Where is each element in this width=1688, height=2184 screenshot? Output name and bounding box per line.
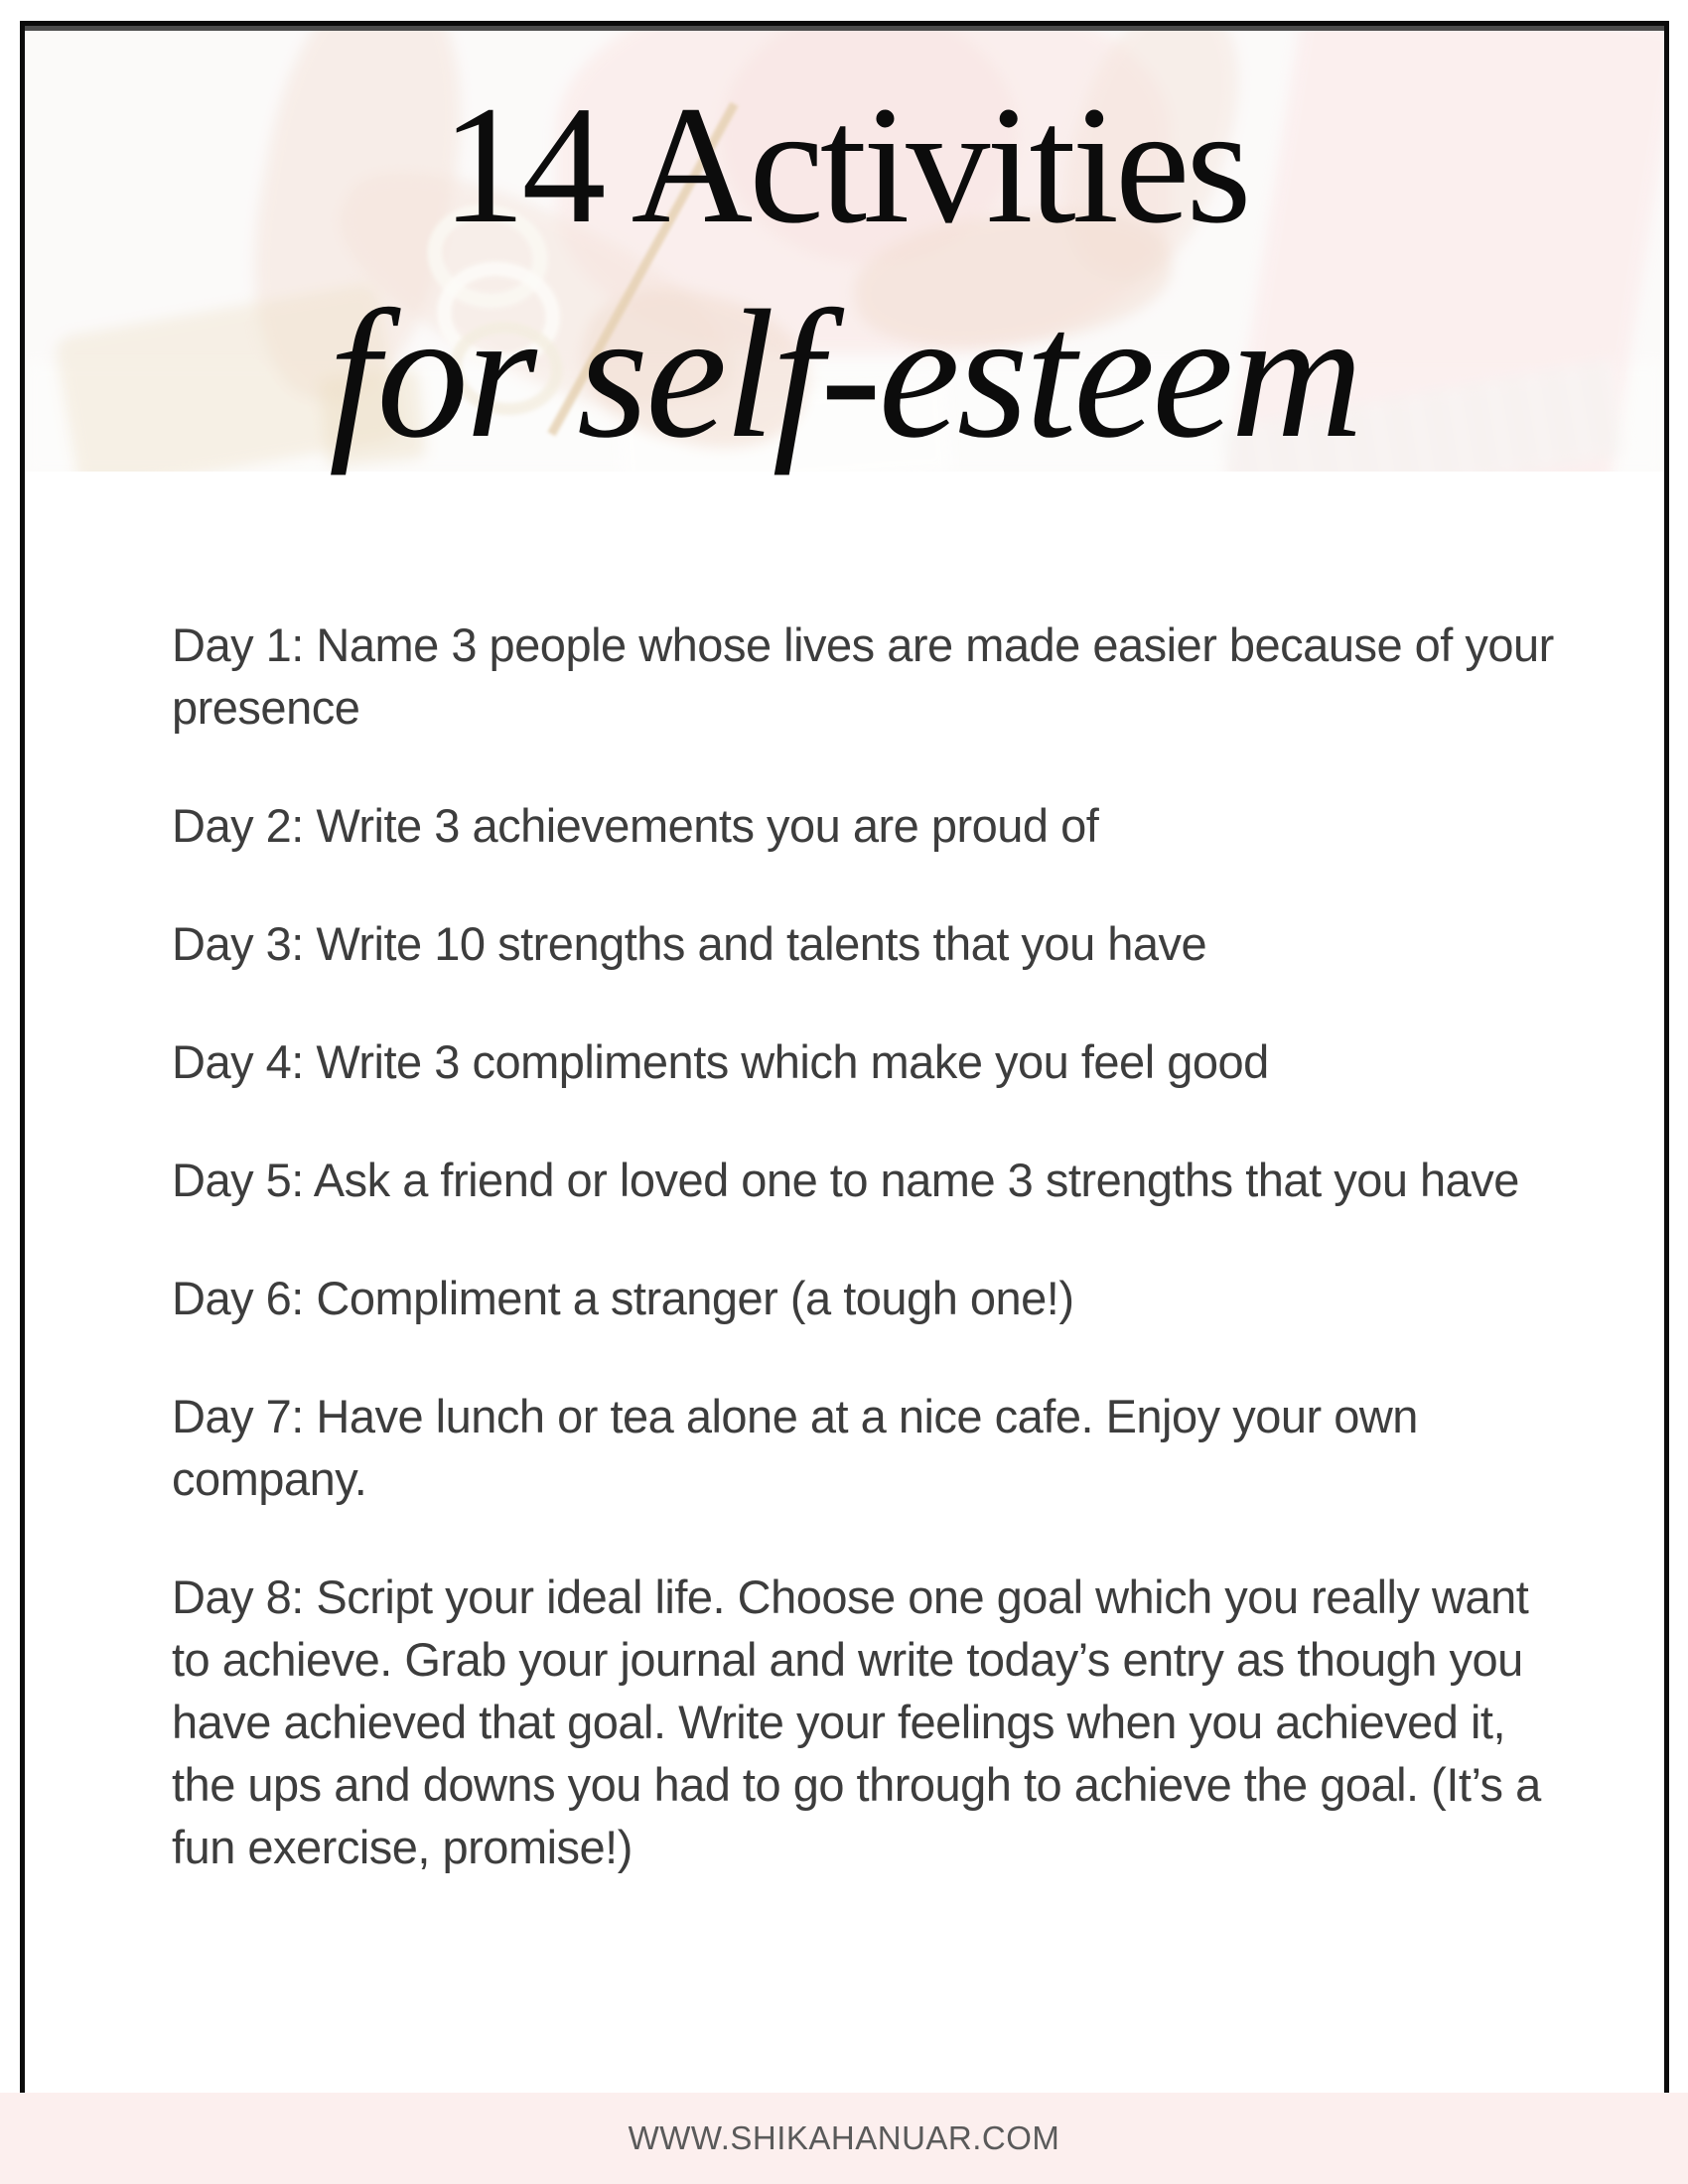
activity-line: to achieve. Grab your journal and write today’s entry as though you — [172, 1633, 1523, 1686]
activity-item — [172, 912, 1562, 975]
activity-line: Day 7: Have lunch or tea alone at a nice cafe. Enjoy your own — [172, 1390, 1418, 1442]
activity-line: Day 3: Write 10 strengths and talents that you have — [172, 917, 1207, 970]
activity-line: Day 4: Write 3 compliments which make you feel good — [172, 1035, 1269, 1088]
activity-line: Day 8: Script your ideal life. Choose one goal which you really want — [172, 1570, 1529, 1623]
activity-line: company. — [172, 1452, 367, 1505]
activity-item — [172, 1267, 1562, 1329]
photo-top-edge — [25, 26, 1664, 31]
activity-item — [172, 1385, 1562, 1510]
activity-item — [172, 1030, 1562, 1093]
website-url: WWW.SHIKAHANUAR.COM — [628, 2119, 1060, 2156]
page-title-line1: 14 Activities — [441, 71, 1248, 258]
activity-item — [172, 614, 1562, 739]
activity-line: have achieved that goal. Write your feelings when you achieved it, — [172, 1696, 1506, 1748]
activity-line: Day 1: Name 3 people whose lives are made easier because of your — [172, 618, 1554, 671]
activity-item — [172, 1566, 1562, 1878]
activities-list — [172, 614, 1562, 1934]
activity-line: fun exercise, promise!) — [172, 1821, 633, 1873]
activity-line: Day 6: Compliment a stranger (a tough one!) — [172, 1272, 1074, 1324]
activity-item — [172, 794, 1562, 857]
activity-item — [172, 1149, 1562, 1211]
activity-line: Day 5: Ask a friend or loved one to name 3 strengths that you have — [172, 1154, 1519, 1206]
activity-line: Day 2: Write 3 achievements you are proud of — [172, 799, 1099, 852]
footer-band — [0, 2093, 1688, 2184]
activity-line: the ups and downs you had to go through to achieve the goal. (It’s a — [172, 1758, 1541, 1811]
activity-line: presence — [172, 681, 360, 734]
page-title-line2: for self-esteem — [329, 273, 1360, 477]
